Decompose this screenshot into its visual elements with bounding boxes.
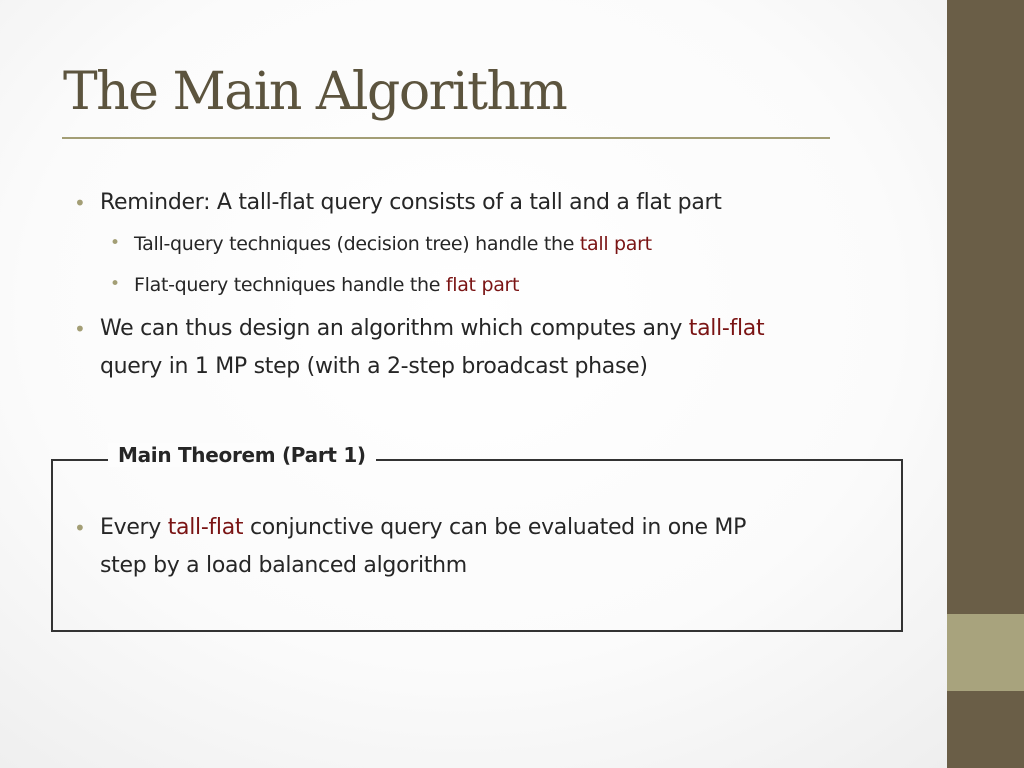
theorem-box — [51, 459, 903, 632]
bullet-dot-icon: • — [74, 516, 86, 540]
sub-bullet-text-pre: Flat-query techniques handle the — [134, 274, 446, 296]
sidebar-accent-block — [947, 614, 1024, 691]
bullet-text-line2: query in 1 MP step (with a 2-step broadcast phase) — [100, 354, 648, 379]
theorem-text-line2: step by a load balanced algorithm — [100, 553, 467, 578]
sub-bullet-text — [134, 233, 652, 255]
sub-bullet-dot-icon: • — [110, 233, 121, 253]
highlight-tall-flat: tall-flat — [688, 316, 765, 341]
highlight-tall-flat: tall-flat — [167, 515, 244, 540]
theorem-text-pre: Every — [100, 515, 168, 540]
highlight-flat-part: flat part — [445, 274, 520, 296]
bullet-dot-icon: • — [74, 191, 86, 215]
highlight-tall-part: tall part — [579, 233, 652, 255]
slide-title: The Main Algorithm — [63, 62, 567, 122]
sub-bullet-text-pre: Tall-query techniques (decision tree) handle the — [134, 233, 580, 255]
bullet-text-line1 — [100, 316, 764, 341]
sub-bullet-text — [134, 274, 519, 296]
theorem-text-line1 — [100, 515, 746, 540]
bullet-text-pre: We can thus design an algorithm which computes any — [100, 316, 689, 341]
theorem-label: Main Theorem (Part 1) — [108, 443, 376, 467]
bullet-dot-icon: • — [74, 317, 86, 341]
theorem-text-post: conjunctive query can be evaluated in one MP — [243, 515, 747, 540]
bullet-text: Reminder: A tall-flat query consists of a tall and a flat part — [100, 190, 722, 215]
title-underline — [62, 137, 830, 139]
sub-bullet-dot-icon: • — [110, 274, 121, 294]
